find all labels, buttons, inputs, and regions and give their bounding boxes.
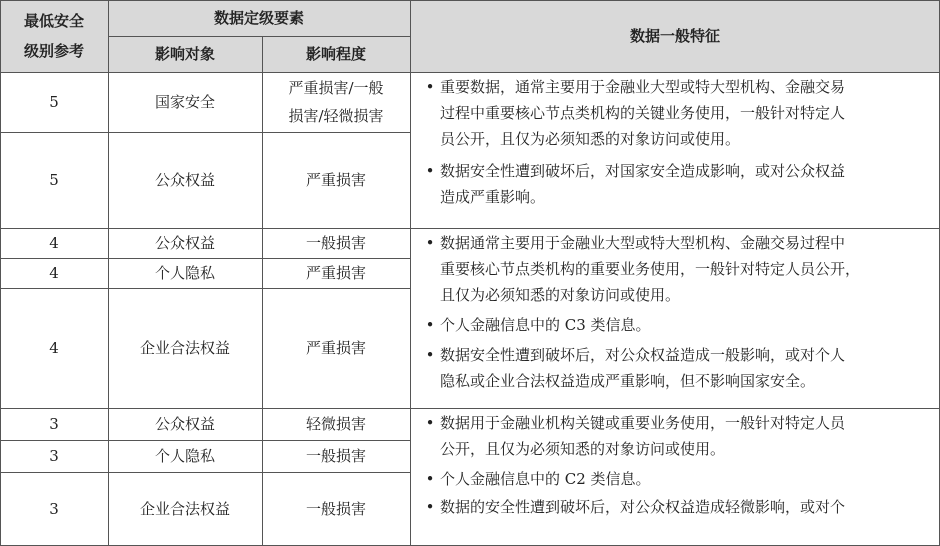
feature-line: 重要核心节点类机构的重要业务使用，一般针对特定人员公开， [440,260,861,278]
row-degree: 严重损害 [305,264,366,282]
header-bottom-line [0,72,940,73]
feature-line: 员公开，且仅为必须知悉的对象访问或使用。 [440,130,741,148]
row-degree: 一般损害 [305,500,366,518]
row-object: 国家安全 [154,93,215,111]
row-divider [0,288,410,289]
row-divider [0,440,410,441]
feature-line: 个人金融信息中的 C3 类信息。 [440,316,651,334]
bullet-icon: • [425,498,435,516]
feature-line: 个人金融信息中的 C2 类信息。 [440,470,651,488]
row-level: 3 [49,500,59,518]
row-degree-line2: 损害/轻微损害 [288,107,384,125]
features-level-5 [420,74,935,210]
row-divider [0,132,410,133]
row-level: 5 [49,93,59,111]
bullet-icon: • [425,162,435,180]
feature-bullet [420,230,929,308]
feature-line: 公开，且仅为必须知悉的对象访问或使用。 [440,440,726,458]
header-min-level [0,0,108,72]
feature-line: 数据的安全性遭到破坏后，对公众权益造成轻微影响，或对个 [440,498,846,516]
bullet-icon: • [425,78,435,96]
bullet-icon: • [425,470,435,488]
row-level: 3 [49,415,59,433]
feature-line: 数据安全性遭到破坏后，对国家安全造成影响，或对公众权益 [440,162,846,180]
feature-line: 数据通常主要用于金融业大型或特大型机构、金融交易过程中 [440,234,846,252]
row-object: 公众权益 [154,234,215,252]
row-object: 企业合法权益 [139,500,230,518]
row-degree: 严重损害 [305,171,366,189]
table-border-left [0,0,1,546]
feature-line: 且仅为必须知悉的对象访问或使用。 [440,286,681,304]
feature-line: 隐私或企业合法权益造成严重影响，但不影响国家安全。 [440,372,816,390]
header-divider [108,36,410,37]
row-degree-line1: 严重损害/一般 [288,79,384,97]
group-divider [0,228,940,229]
header-impact-degree: 影响程度 [262,36,410,72]
bullet-icon: • [425,316,435,334]
row-level: 4 [49,264,59,282]
table-border-top [0,0,940,1]
row-object: 个人隐私 [154,264,215,282]
row-object: 公众权益 [154,415,215,433]
features-level-3 [420,410,935,520]
header-impact-object: 影响对象 [108,36,262,72]
row-degree: 轻微损害 [305,415,366,433]
feature-bullet [420,342,929,394]
column-divider [108,0,109,546]
row-degree: 一般损害 [305,447,366,465]
feature-bullet [420,74,929,152]
row-level: 3 [49,447,59,465]
feature-line: 数据用于金融业机构关键或重要业务使用，一般针对特定人员 [440,414,846,432]
feature-bullet [420,158,929,210]
bullet-icon: • [425,346,435,364]
group-divider [0,408,940,409]
row-object: 公众权益 [154,171,215,189]
row-level: 4 [49,234,59,252]
feature-bullet [420,312,929,338]
row-object: 个人隐私 [154,447,215,465]
feature-line: 造成严重影响。 [440,188,546,206]
feature-bullet [420,494,929,520]
row-level: 5 [49,171,59,189]
row-degree: 一般损害 [305,234,366,252]
row-object: 企业合法权益 [139,339,230,357]
column-divider [410,0,411,546]
header-grading-elements: 数据定级要素 [108,0,410,36]
row-degree: 严重损害 [305,339,366,357]
row-level: 4 [49,339,59,357]
row-divider [0,258,410,259]
bullet-icon: • [425,414,435,432]
feature-bullet [420,410,929,462]
column-divider [262,36,263,546]
bullet-icon: • [425,234,435,252]
feature-bullet [420,466,929,492]
row-divider [0,472,410,473]
row-degree [262,72,410,132]
feature-line: 过程中重要核心节点类机构的关键业务使用，一般针对特定人 [440,104,846,122]
feature-line: 数据安全性遭到破坏后，对公众权益造成一般影响，或对个人 [440,346,846,364]
features-level-4 [420,230,935,394]
feature-line: 重要数据，通常主要用于金融业大型或特大型机构、金融交易 [440,78,846,96]
header-min-level-line2: 级别参考 [23,42,84,60]
header-min-level-line1: 最低安全 [23,12,84,30]
header-features: 数据一般特征 [410,0,940,72]
